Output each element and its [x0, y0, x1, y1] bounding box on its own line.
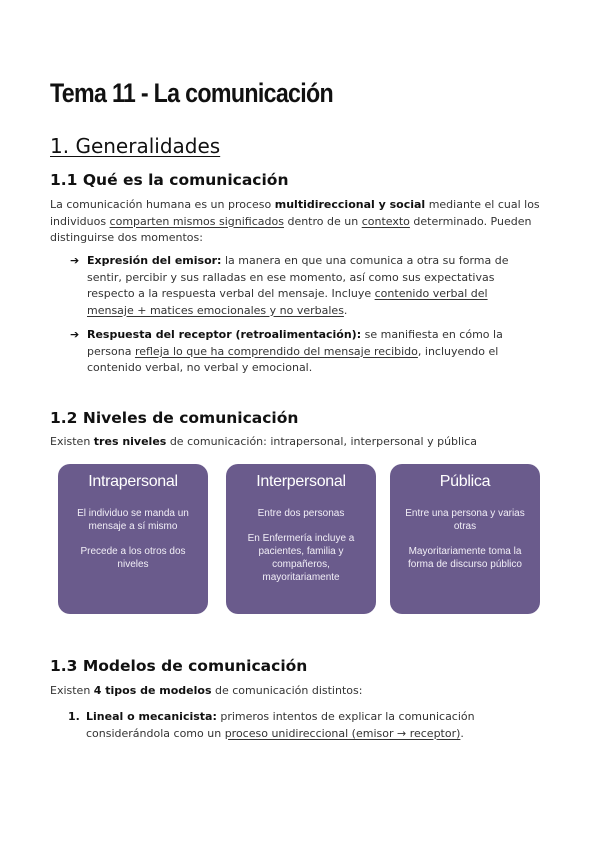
card-title: Intrapersonal — [88, 473, 178, 490]
card-interpersonal — [226, 464, 376, 614]
subheading-que-es: 1.1 Qué es la comunicación — [50, 171, 289, 189]
card-title: Pública — [439, 473, 491, 490]
list-number: 1. — [68, 710, 80, 723]
paragraph-modelos: Existen 4 tipos de modelos de comunicación distintos: — [50, 684, 363, 697]
card-intrapersonal — [58, 464, 208, 614]
list-item: ➔ Expresión del emisor: la manera en que una comunica a otra su forma de sentir, percibir y sus ralladas en ese momento, así como sus expectativas respecto a la respuesta verbal del mensaje. Incluye contenido verbal del mensaje + matices emocionales y no verbales. — [70, 254, 509, 317]
numbered-list-modelos — [68, 709, 538, 742]
bullet-list-momentos — [70, 253, 530, 385]
niveles-cards — [58, 464, 540, 614]
card-text: El individuo se manda un mensaje a sí mismo — [77, 508, 189, 532]
page-title: Tema 11 - La comunicación — [50, 78, 334, 108]
card-text: Entre dos personas — [257, 508, 345, 519]
card-title: Interpersonal — [256, 473, 346, 490]
list-item: ➔ Respuesta del receptor (retroalimentación): se manifiesta en cómo la persona refleja lo que ha comprendido del mensaje recibido, incluyendo el contenido verbal, no verbal y emocional. — [70, 328, 503, 374]
section-heading-generalidades: 1. Generalidades — [50, 134, 221, 158]
card-text: Entre una persona y varias otras — [405, 508, 525, 532]
paragraph-niveles: Existen tres niveles de comunicación: intrapersonal, interpersonal y pública — [50, 435, 477, 448]
paragraph-definicion: La comunicación humana es un proceso multidireccional y social mediante el cual los individuos comparten mismos significados dentro de un contexto determinado. Pueden distinguirse dos momentos: — [50, 198, 540, 244]
card-text: En Enfermería incluye a pacientes, familia y compañeros, mayoritariamente — [247, 533, 355, 583]
subheading-modelos: 1.3 Modelos de comunicación — [50, 657, 308, 675]
card-text: Mayoritariamente toma la forma de discurso público — [408, 546, 522, 570]
list-item: 1. Lineal o mecanicista: primeros intentos de explicar la comunicación considerándola como un proceso unidireccional (emisor → receptor). — [68, 710, 475, 740]
card-text: Precede a los otros dos niveles — [80, 546, 186, 570]
arrow-right-icon: ➔ — [70, 254, 80, 267]
card-publica — [390, 464, 540, 614]
arrow-right-icon: ➔ — [70, 328, 80, 341]
subheading-niveles: 1.2 Niveles de comunicación — [50, 409, 299, 427]
